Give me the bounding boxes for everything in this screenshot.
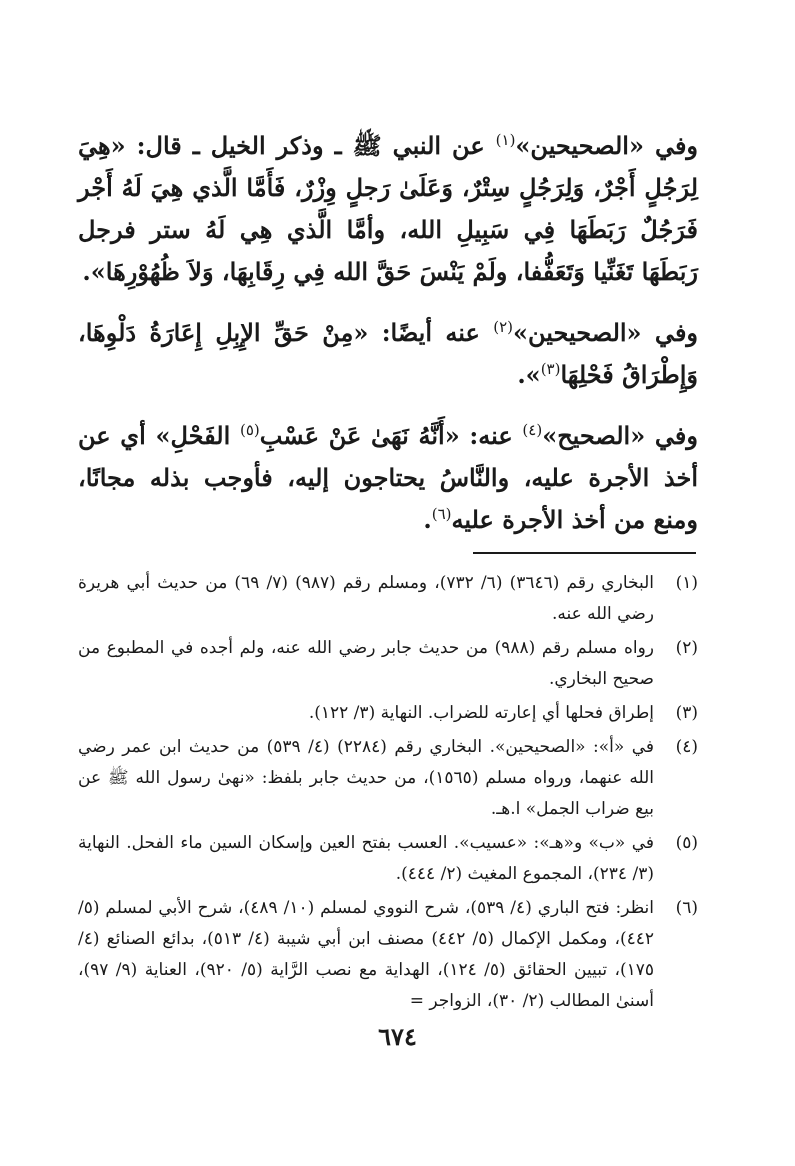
footnote-text: إطراق فحلها أي إعارته للضراب. النهاية (٣/ ١٢٢). (308, 703, 654, 723)
paragraph-3-middle: الفَحْلِ» أي عن أخذ الأجرة عليه، والنَّاسُ يحتاجون إليه، فأوجب بذله مجانًا، ومنع من أخذ الأجرة عليه (78, 421, 698, 534)
paragraph-1-body: عن النبي ﷺ ـ وذكر الخيل ـ قال: «هِيَ لِرَجُلٍ أَجْرٌ، وَلِرَجُلٍ سِتْرٌ، وَعَلَىٰ رَجلٍ وِزْرٌ، فَأَمَّا الَّذي هِيَ لَهُ أَجْر فَرَجُلٌ رَبَطَهَا فِي سَبِيلِ الله، وأمَّا الَّذي هِي لَهُ ستر فرجل رَبَطَهَا تَغَنِّيا وَتَعَفُّفا، ولَمْ يَنْسَ حَقَّ الله فِي رِقَابِهَا، وَلاَ ظُهُوْرِهَا». (78, 131, 698, 286)
footnote-text: رواه مسلم رقم (٩٨٨) من حديث جابر رضي الله عنه، ولم أجده في المطبوع من صحيح البخاري. (78, 638, 654, 689)
footnote-ref-4[interactable]: (٤) (522, 421, 543, 439)
footnote-5 (78, 828, 698, 890)
footnote-ref-6[interactable]: (٦) (431, 505, 452, 523)
footnote-ref-1[interactable]: (١) (495, 131, 516, 149)
footnote-ref-3[interactable]: (٣) (540, 360, 561, 378)
paragraph-3-end: . (423, 505, 432, 534)
page-number: ٦٧٤ (378, 1022, 417, 1051)
footnote-3 (78, 698, 698, 729)
paragraph-1-lead: وفي «الصحيحين» (515, 131, 699, 160)
footnote-number: (٤) (675, 737, 698, 757)
footnote-1 (78, 568, 698, 630)
paragraph-2-body: عنه أيضًا: «مِنْ حَقِّ الإِبِلِ إِعَارَةُ دَلْوِهَا، وَإِطْرَاقُ فَحْلِهَا (78, 318, 698, 389)
main-body-text (78, 125, 698, 560)
paragraph-2-lead: وفي «الصحيحين» (513, 318, 698, 347)
footnote-divider (473, 552, 696, 554)
footnote-ref-5[interactable]: (٥) (239, 421, 260, 439)
footnotes-section (78, 568, 698, 1020)
footnote-text: في «أ»: «الصحيحين». البخاري رقم (٢٢٨٤) (٤/ ٥٣٩) من حديث ابن عمر رضي الله عنهما، ورواه مسلم (١٥٦٥)، من حديث جابر بلفظ: «نهىٰ رسول الله ﷺ عن بيع ضراب الجمل» ا.هـ. (78, 737, 655, 819)
footnote-2 (78, 633, 698, 695)
footnote-text: في «ب» و«هـ»: «عسيب». العسب بفتح العين وإسكان السين ماء الفحل. النهاية (٣/ ٢٣٤)، المجموع المغيث (٢/ ٤٤٤). (78, 833, 654, 884)
footnote-6 (78, 893, 698, 1017)
footnote-number: (٥) (675, 833, 698, 853)
footnote-number: (١) (675, 573, 698, 593)
paragraph-2-end: ». (517, 360, 541, 389)
paragraph-1 (78, 125, 698, 293)
footnote-4 (78, 732, 698, 825)
footnote-number: (٢) (675, 638, 698, 658)
footnote-number: (٣) (675, 703, 698, 723)
footnote-number: (٦) (675, 898, 698, 918)
paragraph-3-lead: وفي «الصحيح» (542, 421, 698, 450)
paragraph-3 (78, 415, 698, 541)
paragraph-2 (78, 312, 698, 396)
footnote-text: انظر: فتح الباري (٤/ ٥٣٩)، شرح النووي لمسلم (١٠/ ٤٨٩)، شرح الأبي لمسلم (٥/ ٤٤٢)، ومكمل الإكمال (٥/ ٤٤٢) مصنف ابن أبي شيبة (٤/ ٥١٣)، بدائع الصنائع (٤/ ١٧٥)، تبيين الحقائق (٥/ ١٢٤)، الهداية مع نصب الرَّاية (٥/ ٩٢٠)، العناية (٩/ ٩٧)، أسنىٰ المطالب (٢/ ٣٠)، الزواجر = (78, 898, 654, 1011)
footnote-text: البخاري رقم (٣٦٤٦) (٦/ ٧٣٢)، ومسلم رقم (٩٨٧) (٧/ ٦٩) من حديث أبي هريرة رضي الله عنه. (78, 573, 655, 624)
paragraph-3-body: عنه: «أَنَّهُ نَهَىٰ عَنْ عَسْبِ (259, 421, 523, 450)
footnote-ref-2[interactable]: (٢) (493, 318, 514, 336)
